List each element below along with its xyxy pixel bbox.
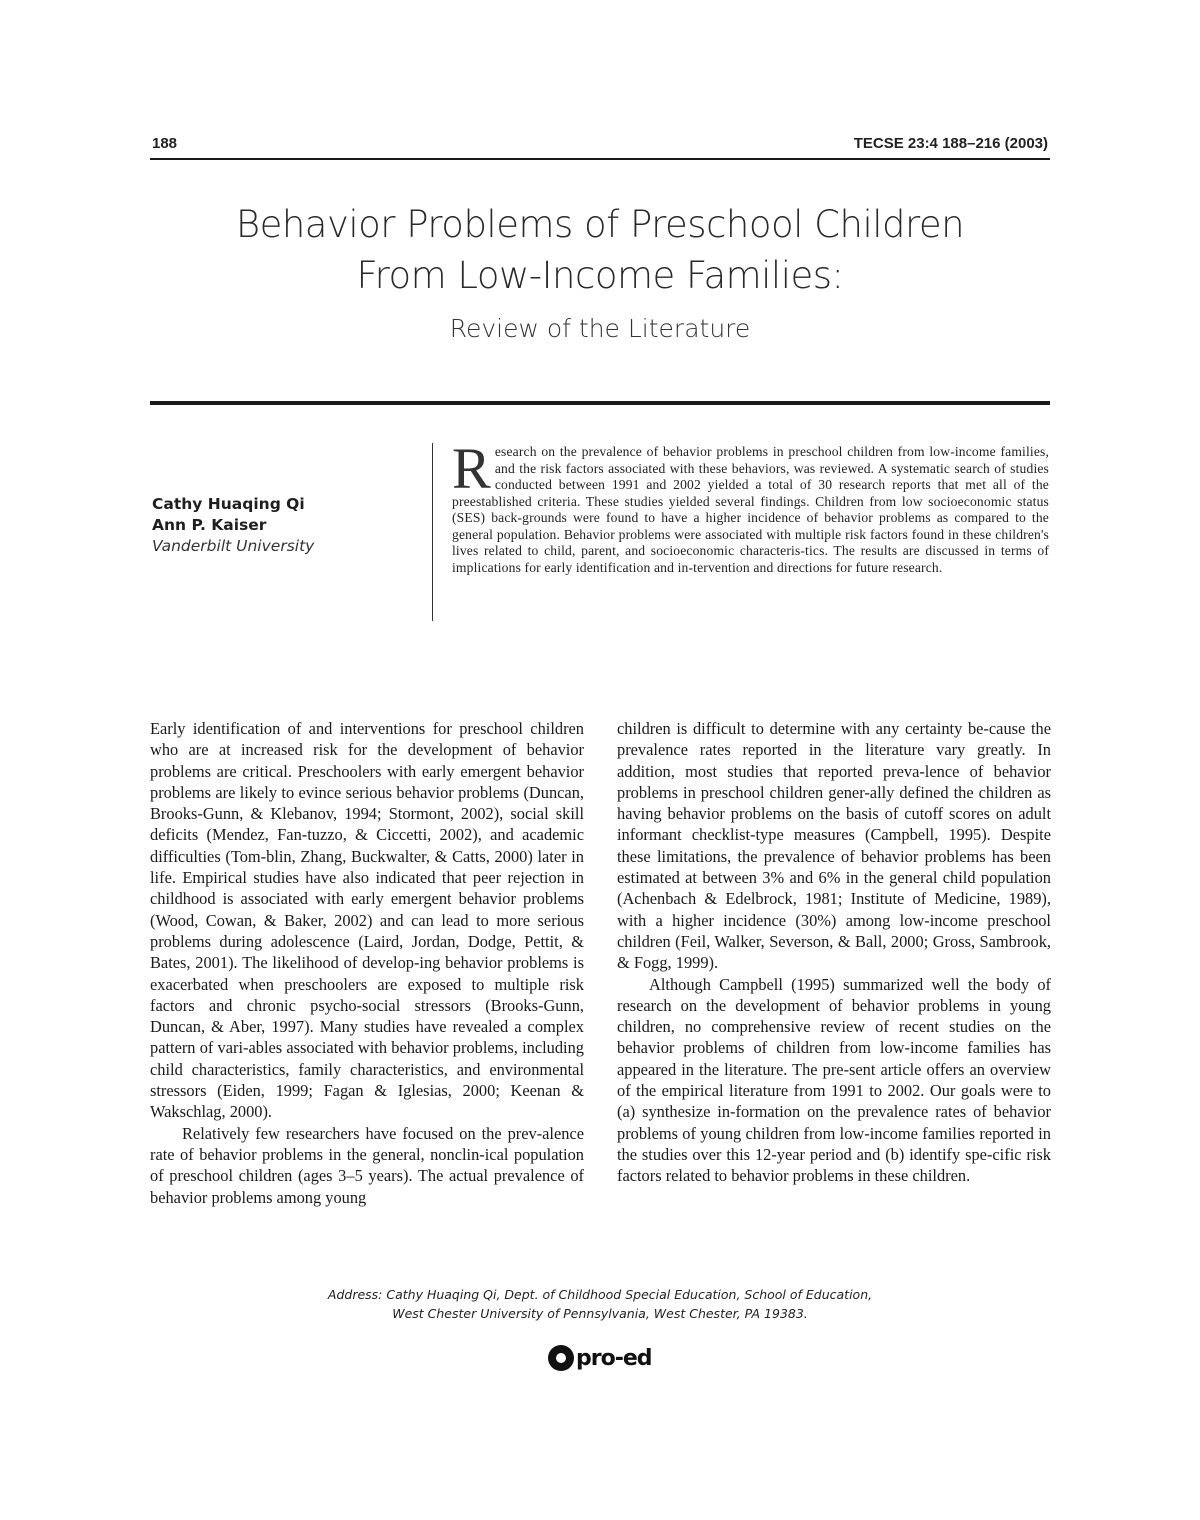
address-line: Address: Cathy Huaqing Qi, Dept. of Childhood Special Education, School of Education, xyxy=(327,1287,873,1302)
header-rule xyxy=(150,158,1050,160)
abstract-text: esearch on the prevalence of behavior problems in preschool children from low-income families, and the risk factors associated with these behaviors, was reviewed. A systematic search of studies conducted between 1991 and 2002 yielded a total of 30 research reports that met all of the preestablished criteria. These studies yielded several findings. Children from low socioeconomic status (SES) back-grounds were found to have a higher incidence of behavior problems as compared to the general population. Behavior problems were associated with multiple risk factors found in these children's lives related to child, parent, and socioeconomic characteris-tics. The results are discussed in terms of implications for early identification and in-tervention and directions for future research. xyxy=(452,444,1049,575)
author-affiliation: Vanderbilt University xyxy=(152,537,315,555)
body-paragraph: children is difficult to determine with any certainty be-cause the prevalence rates reported in the literature vary greatly. In addition, most studies that reported preva-lence of behavior problems in preschool children gener-ally defined the children as having behavior problems on the basis of cutoff scores on adult informant checklist-type measures (Campbell, 1995). Despite these limitations, the prevalence of behavior problems has been estimated at between 3% and 6% in the general child population (Achenbach & Edelbrock, 1981; Institute of Medicine, 1989), with a higher incidence (30%) among low-income preschool children (Feil, Walker, Severson, & Ball, 2000; Gross, Sambrook, & Fogg, 1999). xyxy=(617,719,1051,973)
body-column-right xyxy=(617,718,1051,1187)
journal-reference: TECSE 23:4 188–216 (2003) xyxy=(853,135,1048,152)
article-title-line-2: From Low-Income Families: xyxy=(356,254,844,297)
body-paragraph: Relatively few researchers have focused on the prev-alence rate of behavior problems in the general, nonclin-ical population of preschool children (ages 3–5 years). The actual prevalence of behavior problems among young xyxy=(150,1123,584,1207)
author-name: Ann P. Kaiser xyxy=(152,516,267,534)
abstract xyxy=(452,436,1049,576)
pro-ed-logo-icon xyxy=(548,1345,574,1371)
author-block xyxy=(152,494,314,557)
page-number: 188 xyxy=(152,135,178,152)
author-name: Cathy Huaqing Qi xyxy=(152,495,305,513)
publisher-logo xyxy=(548,1345,652,1371)
body-paragraph: Although Campbell (1995) summarized well the body of research on the development of behavior problems in young children, no comprehensive review of recent studies on the behavior problems of children from low-income families has appeared in the literature. The pre-sent article offers an overview of the empirical literature from 1991 to 2002. Our goals were to (a) synthesize in-formation on the prevalence rates of behavior problems of young children from low-income families reported in the studies over this 12-year period and (b) identify spe-cific risk factors related to behavior problems in these children. xyxy=(617,974,1051,1186)
article-subtitle: Review of the Literature xyxy=(449,314,751,343)
article-title-line-1: Behavior Problems of Preschool Children xyxy=(235,203,965,246)
abstract-dropcap: R xyxy=(452,436,491,501)
publisher-logo-text: pro-ed xyxy=(576,1345,652,1371)
abstract-divider xyxy=(432,443,433,621)
title-rule xyxy=(150,401,1050,405)
address-line: West Chester University of Pennsylvania, West Chester, PA 19383. xyxy=(392,1306,808,1321)
correspondence-address xyxy=(150,1285,1050,1323)
body-column-left xyxy=(150,718,584,1208)
body-paragraph: Early identification of and interventions for preschool children who are at increased risk for the development of behavior problems are critical. Preschoolers with early emergent behavior problems are likely to evince serious behavior problems (Duncan, Brooks-Gunn, & Klebanov, 1994; Stormont, 2002), social skill deficits (Mendez, Fan-tuzzo, & Ciccetti, 2002), and academic difficulties (Tom-blin, Zhang, Buckwalter, & Catts, 2000) later in life. Empirical studies have also indicated that peer rejection in childhood is associated with early emergent behavior problems (Wood, Cowan, & Baker, 2002) and can lead to more serious problems during adolescence (Laird, Jordan, Dodge, Pettit, & Bates, 2001). The likelihood of develop-ing behavior problems is exacerbated when preschoolers are exposed to multiple risk factors and chronic psycho-social stressors (Brooks-Gunn, Duncan, & Aber, 1997). Many studies have revealed a complex pattern of vari-ables associated with behavior problems, including child characteristics, family characteristics, and environmental stressors (Eiden, 1999; Fagan & Iglesias, 2000; Keenan & Wakschlag, 2000). xyxy=(150,719,584,1122)
